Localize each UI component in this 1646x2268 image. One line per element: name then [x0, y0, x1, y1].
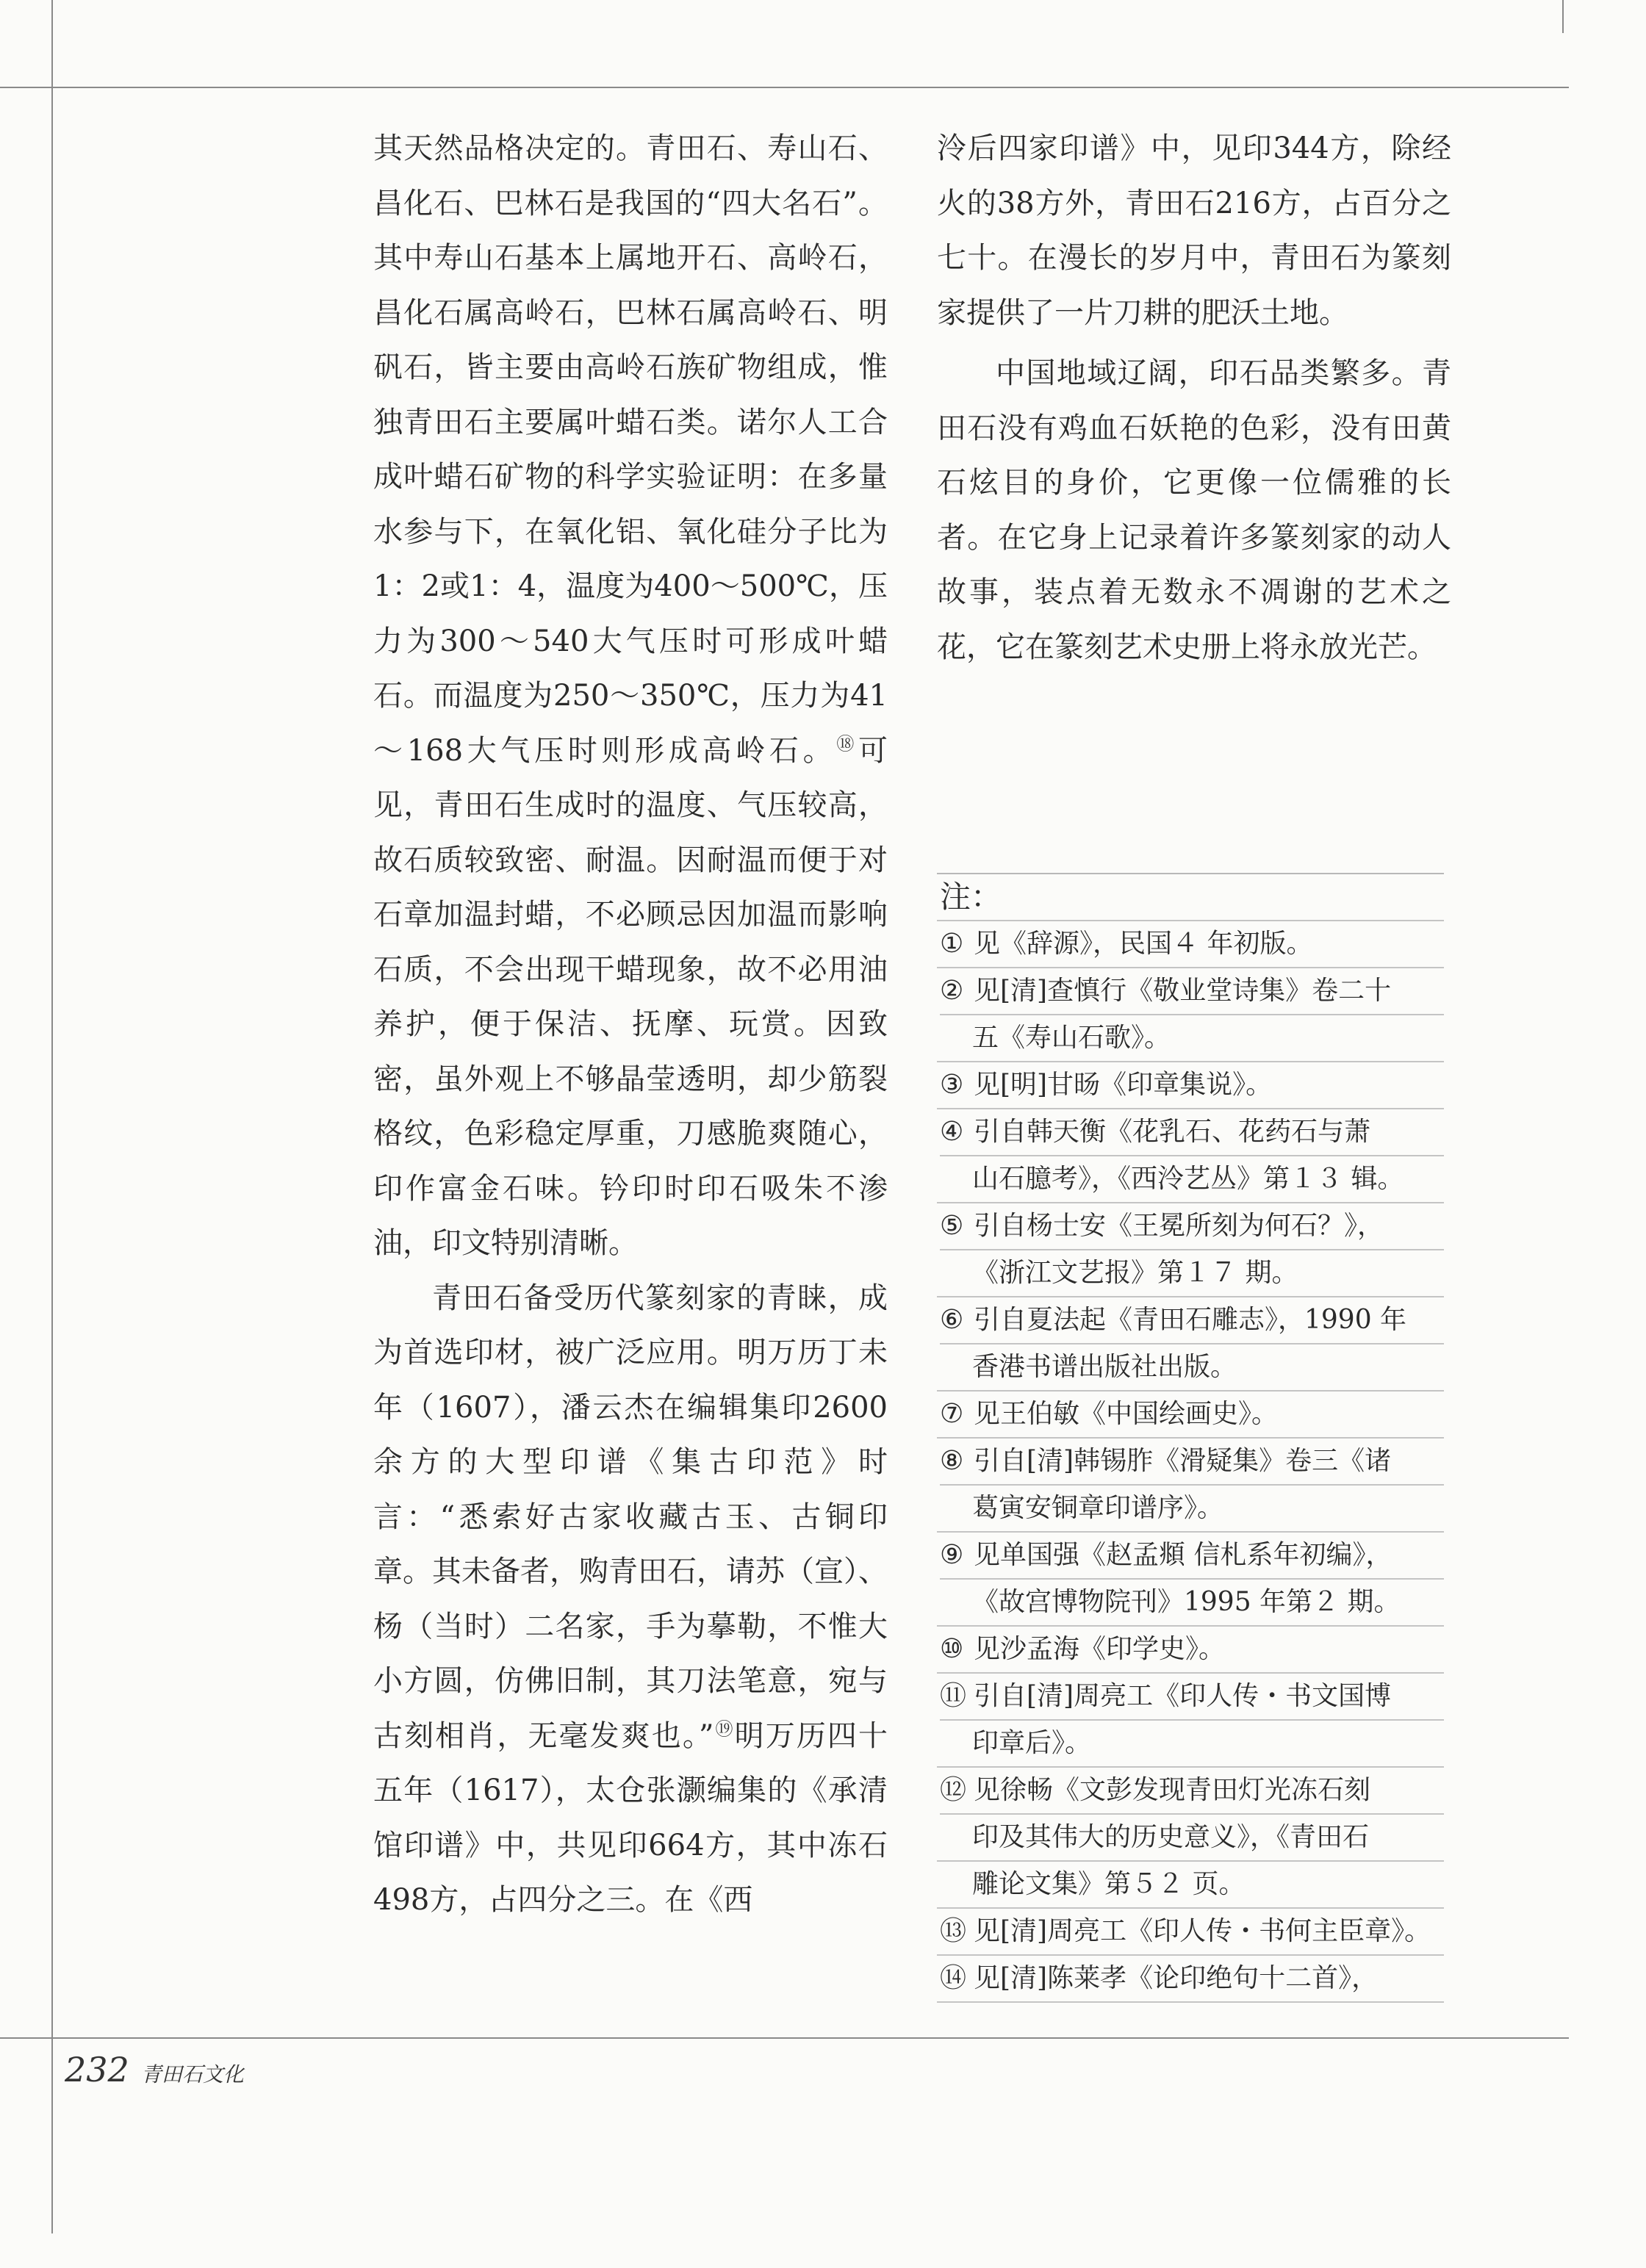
- footnote-item: [937, 921, 1444, 968]
- footnote-continuation: 香港书谱出版社出版。: [940, 1343, 1444, 1390]
- footnote-text: 见单国强《赵孟頫 信札系年初编》，: [974, 1540, 1392, 1570]
- header-rule: [0, 87, 1569, 88]
- footnote-text: 引自[清]周亮工《印人传・书文国博: [974, 1681, 1392, 1711]
- footnote-item: [937, 1109, 1444, 1203]
- footnote-text: 引自杨士安《王冕所刻为何石？》，: [974, 1211, 1384, 1241]
- footnote-item: [937, 1439, 1444, 1533]
- footnote-number: ⑬: [940, 1916, 967, 1946]
- footnote-number: ⑩: [940, 1634, 964, 1664]
- footnote-item: [937, 1674, 1444, 1768]
- footnote-number: ⑪: [940, 1681, 967, 1711]
- footnote-item: [937, 1297, 1444, 1392]
- footnote-mark-19: ⑲: [714, 1718, 735, 1740]
- footnote-number: ⑧: [940, 1446, 964, 1476]
- footnote-item: [937, 1768, 1444, 1862]
- footnote-text: 见[明]甘旸《印章集说》。: [974, 1070, 1273, 1100]
- paragraph-1-text-cont: 可见，青田石生成时的温度、气压较高，故石质较致密、耐温。因耐温而便于对石章加温封蜡，不必顾忌因加温而影响石质，不会出现干蜡现象，故不必用油养护，便于保洁、抚摩、玩赏。因致密，虽外观上不够晶莹透明，却少筋裂格纹，色彩稳定厚重，刀感脆爽随心，印作富金石味。钤印时印石吸朱不渗油，印文特别清晰。: [373, 733, 888, 1260]
- footnote-mark-18: ⑱: [836, 733, 859, 755]
- footnote-continuation: 山石臆考》，《西泠艺丛》第１３ 辑。: [940, 1155, 1444, 1202]
- paragraph-2: [373, 1271, 888, 1928]
- book-title: 青田石文化: [140, 2062, 244, 2087]
- footnote-number: ②: [940, 976, 964, 1006]
- footnote-item: [937, 1203, 1444, 1297]
- footnote-number: ⑥: [940, 1305, 964, 1335]
- left-margin-rule: [51, 0, 53, 2233]
- footnote-number: ⑭: [940, 1963, 967, 1993]
- footnote-text: 见王伯敏《中国绘画史》。: [974, 1399, 1279, 1429]
- footnote-number: ⑤: [940, 1211, 964, 1241]
- footnote-continuation: 雕论文集》第５２ 页。: [972, 1869, 1246, 1899]
- footnote-number: ①: [940, 929, 964, 959]
- footnote-text: 见沙孟海《印学史》。: [974, 1634, 1226, 1664]
- footnote-continuation: 《浙江文艺报》第１７ 期。: [940, 1249, 1444, 1296]
- footnote-number: ⑦: [940, 1399, 964, 1429]
- footnote-continuation: 印章后》。: [940, 1719, 1444, 1766]
- paragraph-4: 中国地域辽阔，印石品类繁多。青田石没有鸡血石妖艳的色彩，没有田黄石炫目的身价，它更像一位儒雅的长者。在它身上记录着许多篆刻家的动人故事，装点着无数永不凋谢的艺术之花，它在篆刻艺术史册上将永放光芒。: [937, 356, 1451, 664]
- footnote-text: 见《辞源》，民国４ 年初版。: [974, 929, 1313, 959]
- footnote-number: ③: [940, 1070, 964, 1100]
- paragraph-1: [373, 121, 888, 1271]
- footnote-text: 见[清]查慎行《敬业堂诗集》卷二十: [974, 976, 1392, 1006]
- footnote-item: [937, 1862, 1444, 1909]
- footnote-continuation: 五《寿山石歌》。: [940, 1014, 1444, 1061]
- footnote-text: 见徐畅《文彭发现青田灯光冻石刻: [974, 1775, 1371, 1805]
- footnote-item: [937, 1062, 1444, 1109]
- notes-section: [937, 873, 1444, 2003]
- page-footer: [65, 2050, 244, 2109]
- page-number: 232: [65, 2050, 129, 2089]
- footnote-item: [937, 1392, 1444, 1439]
- paragraph-2-text-cont: 明万历四十五年（1617），太仓张灏编集的《承清馆印谱》中，共见印664方，其中冻石498方，占四分之三。在《西: [373, 1718, 888, 1917]
- footnote-continuation: 葛寅安铜章印谱序》。: [940, 1484, 1444, 1531]
- footnote-item: [937, 968, 1444, 1062]
- footnote-continuation: 《故宫博物院刊》1995 年第２ 期。: [940, 1578, 1444, 1625]
- footnote-continuation: 印及其伟大的历史意义》，《青田石: [940, 1813, 1444, 1860]
- footnote-item: [937, 1533, 1444, 1627]
- footnote-number: ⑨: [940, 1540, 964, 1570]
- footnote-number: ④: [940, 1117, 964, 1147]
- right-column: [937, 121, 1451, 674]
- footnote-text: 引自夏法起《青田石雕志》，1990 年: [974, 1305, 1407, 1335]
- footnote-number: ⑫: [940, 1775, 967, 1805]
- footnote-text: 见[清]周亮工《印人传・书何主臣章》。: [974, 1916, 1431, 1946]
- footnote-text: 引自[清]韩锡胙《滑疑集》卷三《诸: [974, 1446, 1392, 1476]
- footnote-item: [937, 1909, 1444, 1956]
- paragraph-3: 泠后四家印谱》中，见印344方，除经火的38方外，青田石216方，占百分之七十。在漫长的岁月中，青田石为篆刻家提供了一片刀耕的肥沃土地。: [937, 132, 1451, 330]
- footer-rule: [0, 2037, 1569, 2039]
- top-right-tick: [1562, 0, 1564, 33]
- footnote-text: 引自韩天衡《花乳石、花药石与萧: [974, 1117, 1371, 1147]
- paragraph-1-text: 其天然品格决定的。青田石、寿山石、昌化石、巴林石是我国的“四大名石”。其中寿山石基本上属地开石、高岭石，昌化石属高岭石，巴林石属高岭石、明矾石，皆主要由高岭石族矿物组成，惟独青田石主要属叶蜡石类。诺尔人工合成叶蜡石矿物的科学实验证明：在多量水参与下，在氧化铝、氧化硅分子比为1：2或1：4，温度为400～500℃，压力为300～540大气压时可形成叶蜡石。而温度为250～350℃，压力为41～168大气压时则形成高岭石。: [373, 132, 888, 768]
- left-column: [373, 121, 888, 1928]
- notes-list: [937, 921, 1444, 2003]
- footnote-item: [937, 1627, 1444, 1674]
- notes-title: 注：: [937, 874, 1444, 921]
- paragraph-2-text: 青田石备受历代篆刻家的青睐，成为首选印材，被广泛应用。明万历丁未年（1607），潘云杰在编辑集印2600余方的大型印谱《集古印范》时言：“悉索好古家收藏古玉、古铜印章。其未备者，购青田石，请苏（宣）、杨（当时）二名家，手为摹勒，不惟大小方圆，仿佛旧制，其刀法笔意，宛与古刻相肖，无毫发爽也。”: [373, 1281, 888, 1753]
- footnote-text: 见[清]陈莱孝《论印绝句十二首》，: [974, 1963, 1379, 1993]
- footnote-item: [937, 1956, 1444, 2003]
